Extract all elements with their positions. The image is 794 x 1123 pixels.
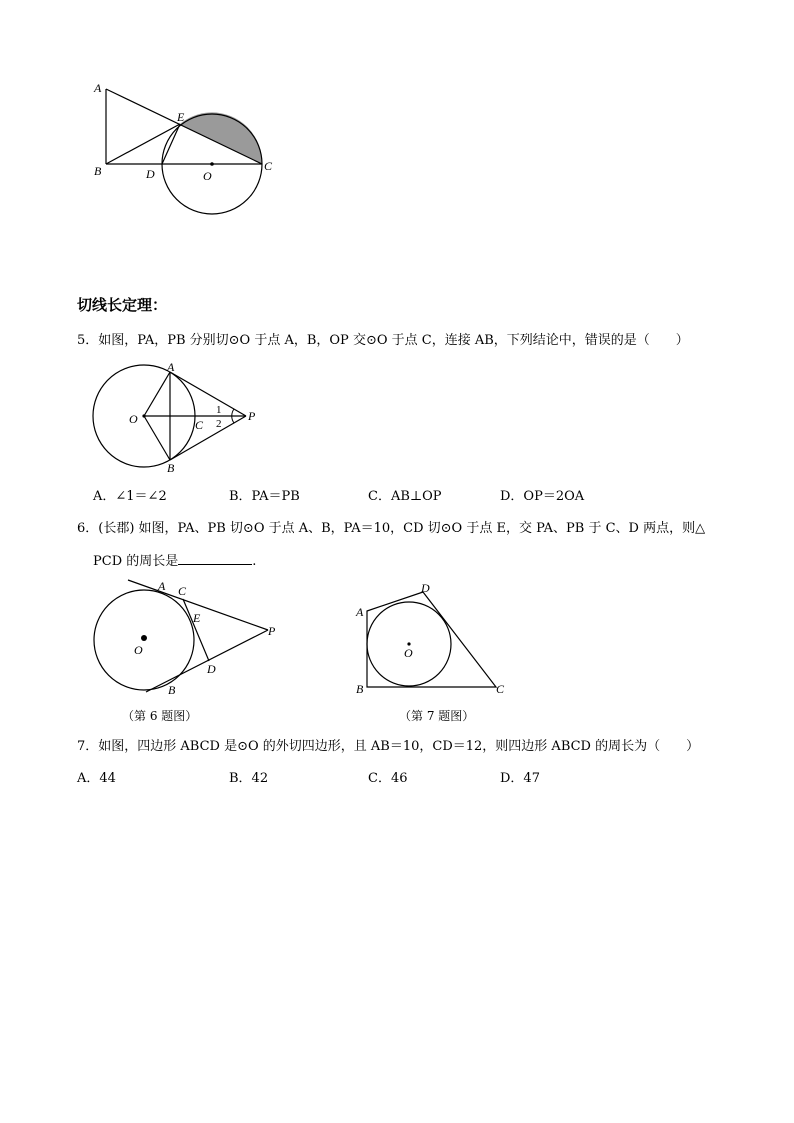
q6-caption: （第 6 题图） bbox=[122, 709, 198, 723]
q6-label-e: E bbox=[193, 611, 201, 625]
q5-segment-oa bbox=[144, 372, 170, 416]
q5-point-o bbox=[142, 414, 145, 417]
q7-figure bbox=[340, 575, 540, 700]
q6-label-o: O bbox=[134, 643, 143, 657]
label-e: E bbox=[177, 110, 185, 124]
q6-label-p: P bbox=[268, 624, 276, 638]
q5-option-d: D．OP＝2OA bbox=[500, 489, 585, 504]
q5-label-2: 2 bbox=[216, 418, 222, 430]
q7-label-o: O bbox=[404, 646, 413, 660]
q5-label-a: A bbox=[167, 360, 175, 374]
q6-label-b: B bbox=[168, 683, 176, 697]
q5-option-a: A．∠1＝∠2 bbox=[93, 489, 167, 504]
q6-stem-line2-pre: PCD 的周长是 bbox=[93, 554, 179, 569]
q7-option-d: D．47 bbox=[500, 771, 540, 786]
q6-segment-pb bbox=[146, 630, 268, 692]
segment-de bbox=[162, 124, 180, 164]
q7-option-a: A．44 bbox=[77, 771, 116, 786]
q6-stem-line2-post: . bbox=[252, 554, 257, 569]
q7-label-b: B bbox=[356, 682, 364, 696]
q5-segment-ob bbox=[144, 416, 170, 460]
q5-option-b: B．PA＝PB bbox=[229, 489, 300, 504]
q7-option-b: B．42 bbox=[229, 771, 269, 786]
q6-answer-blank[interactable] bbox=[178, 550, 252, 565]
label-o: O bbox=[203, 169, 212, 183]
q5-figure bbox=[0, 355, 794, 480]
q5-label-p: P bbox=[248, 409, 256, 423]
q6-stem-line1: 6．(长郡) 如图，PA、PB 切⊙O 于点 A、B，PA＝10，CD 切⊙O 于点 E，交 PA、PB 于 C、D 两点，则△ bbox=[77, 521, 706, 536]
q6-label-c: C bbox=[178, 584, 187, 598]
q7-caption: （第 7 题图） bbox=[399, 709, 475, 723]
segment-be bbox=[106, 124, 180, 164]
q5-label-c: C bbox=[195, 418, 204, 432]
q7-label-c: C bbox=[496, 682, 505, 696]
q5-segment-pb bbox=[170, 416, 246, 460]
q6-figure bbox=[0, 575, 300, 700]
q7-label-d: D bbox=[421, 581, 430, 595]
q5-option-c: C．AB⊥OP bbox=[368, 489, 442, 504]
q5-segment-pa bbox=[170, 372, 246, 416]
figure-prev bbox=[0, 0, 794, 260]
section-title: 切线长定理： bbox=[77, 296, 168, 314]
label-c: C bbox=[264, 159, 273, 173]
q5-label-b: B bbox=[167, 461, 175, 475]
q5-stem: 5．如图，PA，PB 分别切⊙O 于点 A，B，OP 交⊙O 于点 C，连接 AB，下列结论中，错误的是（ ） bbox=[77, 333, 689, 348]
q6-label-a: A bbox=[158, 579, 166, 593]
point-o bbox=[210, 162, 214, 166]
q7-stem: 7．如图，四边形 ABCD 是⊙O 的外切四边形，且 AB＝10，CD＝12，则四边形 ABCD 的周长为（ ） bbox=[77, 739, 700, 754]
q5-label-1: 1 bbox=[216, 404, 222, 416]
q6-segment-cd bbox=[183, 599, 209, 661]
q7-quadrilateral-abcd bbox=[367, 592, 496, 687]
q5-label-o: O bbox=[129, 412, 138, 426]
label-a: A bbox=[94, 81, 102, 95]
q7-option-c: C．46 bbox=[368, 771, 408, 786]
q6-stem-line2 bbox=[93, 550, 256, 571]
shaded-segment bbox=[180, 112, 262, 164]
label-b: B bbox=[94, 164, 102, 178]
label-d: D bbox=[146, 167, 155, 181]
q6-label-d: D bbox=[207, 662, 216, 676]
q7-label-a: A bbox=[356, 605, 364, 619]
q6-point-o bbox=[141, 635, 147, 641]
